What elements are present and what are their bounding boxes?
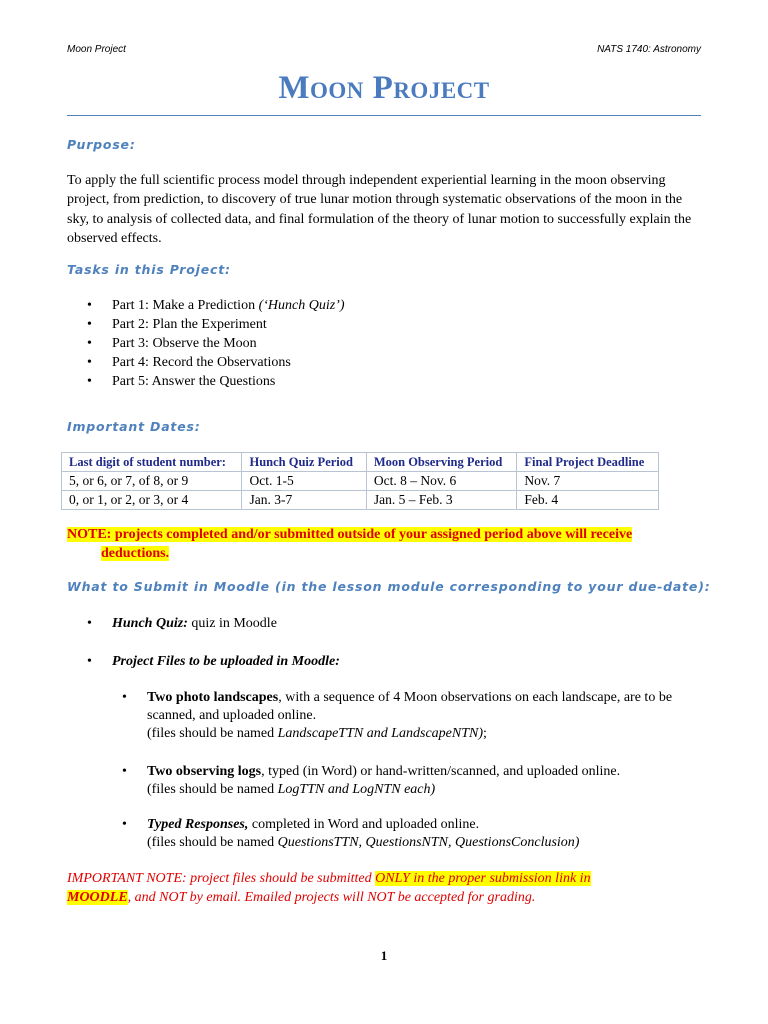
tasks-heading: Tasks in this Project: <box>67 262 231 277</box>
task-item: • Part 4: Record the Observations <box>67 353 345 372</box>
sub-item-responses: • Typed Responses, completed in Word and uploaded online. (files should be named QuestionsTTN, QuestionsNTN, QuestionsConclusion) <box>122 817 580 850</box>
running-header-right: NATS 1740: Astronomy <box>597 44 701 55</box>
note-line-1: NOTE: projects completed and/or submitted outside of your assigned period above will receive <box>67 527 633 542</box>
important-note: IMPORTANT NOTE: project files should be submitted ONLY in the proper submission link in MOODLE, and NOT by email. Emailed projects will NOT be accepted for grading. <box>67 871 591 905</box>
column-header: Moon Observing Period <box>366 453 517 472</box>
task-item: • Part 5: Answer the Questions <box>67 372 345 391</box>
table-row <box>62 472 659 491</box>
column-header: Hunch Quiz Period <box>242 453 366 472</box>
table-cell: Feb. 4 <box>517 491 659 510</box>
table-cell: Oct. 8 – Nov. 6 <box>366 472 517 491</box>
project-files-item: • Project Files to be uploaded in Moodle: <box>87 654 340 669</box>
hunch-quiz-item: • Hunch Quiz: quiz in Moodle <box>87 616 277 631</box>
dates-heading: Important Dates: <box>67 419 201 434</box>
tasks-list <box>67 296 345 391</box>
sub-item-landscapes: • Two photo landscapes, with a sequence of 4 Moon observations on each landscape, are to be scanned, and uploaded online. (files should be named LandscapeTTN and LandscapeNTN); <box>122 690 673 741</box>
dates-table <box>61 452 659 510</box>
purpose-heading: Purpose: <box>67 137 136 152</box>
table-cell: Jan. 3-7 <box>242 491 366 510</box>
title-divider <box>67 115 701 116</box>
table-cell: Oct. 1-5 <box>242 472 366 491</box>
column-header: Final Project Deadline <box>517 453 659 472</box>
project-files-label: Project Files to be uploaded in Moodle: <box>112 654 340 669</box>
hunch-quiz-label: Hunch Quiz: <box>112 616 188 631</box>
task-item: • Part 1: Make a Prediction (‘Hunch Quiz’) <box>67 296 345 315</box>
page-number: 1 <box>380 948 388 963</box>
table-cell: Jan. 5 – Feb. 3 <box>366 491 517 510</box>
submit-heading: What to Submit in Moodle (in the lesson module corresponding to your due-date): <box>67 579 711 594</box>
deduction-note <box>67 525 687 563</box>
task-item: • Part 2: Plan the Experiment <box>67 315 345 334</box>
sub-item-logs: • Two observing logs, typed (in Word) or hand-written/scanned, and uploaded online. (files should be named LogTTN and LogNTN each) <box>122 764 621 797</box>
task-item: • Part 3: Observe the Moon <box>67 334 345 353</box>
table-cell: 0, or 1, or 2, or 3, or 4 <box>62 491 242 510</box>
table-cell: 5, or 6, or 7, of 8, or 9 <box>62 472 242 491</box>
table-cell: Nov. 7 <box>517 472 659 491</box>
table-row <box>62 491 659 510</box>
note-line-2: deductions. <box>101 546 170 561</box>
purpose-paragraph: To apply the full scientific process model through independent experiential learning in the moon observing project, from prediction, to discovery of true lunar motion through systematic observations of the moon in the sky, to analysis of collected data, and final formulation of the theory of lunar motion to successfully explain the observed effects. <box>67 173 692 246</box>
running-header-left: Moon Project <box>67 44 126 55</box>
page-title: Moon Project <box>278 70 490 106</box>
table-header-row <box>62 453 659 472</box>
column-header: Last digit of student number: <box>62 453 242 472</box>
